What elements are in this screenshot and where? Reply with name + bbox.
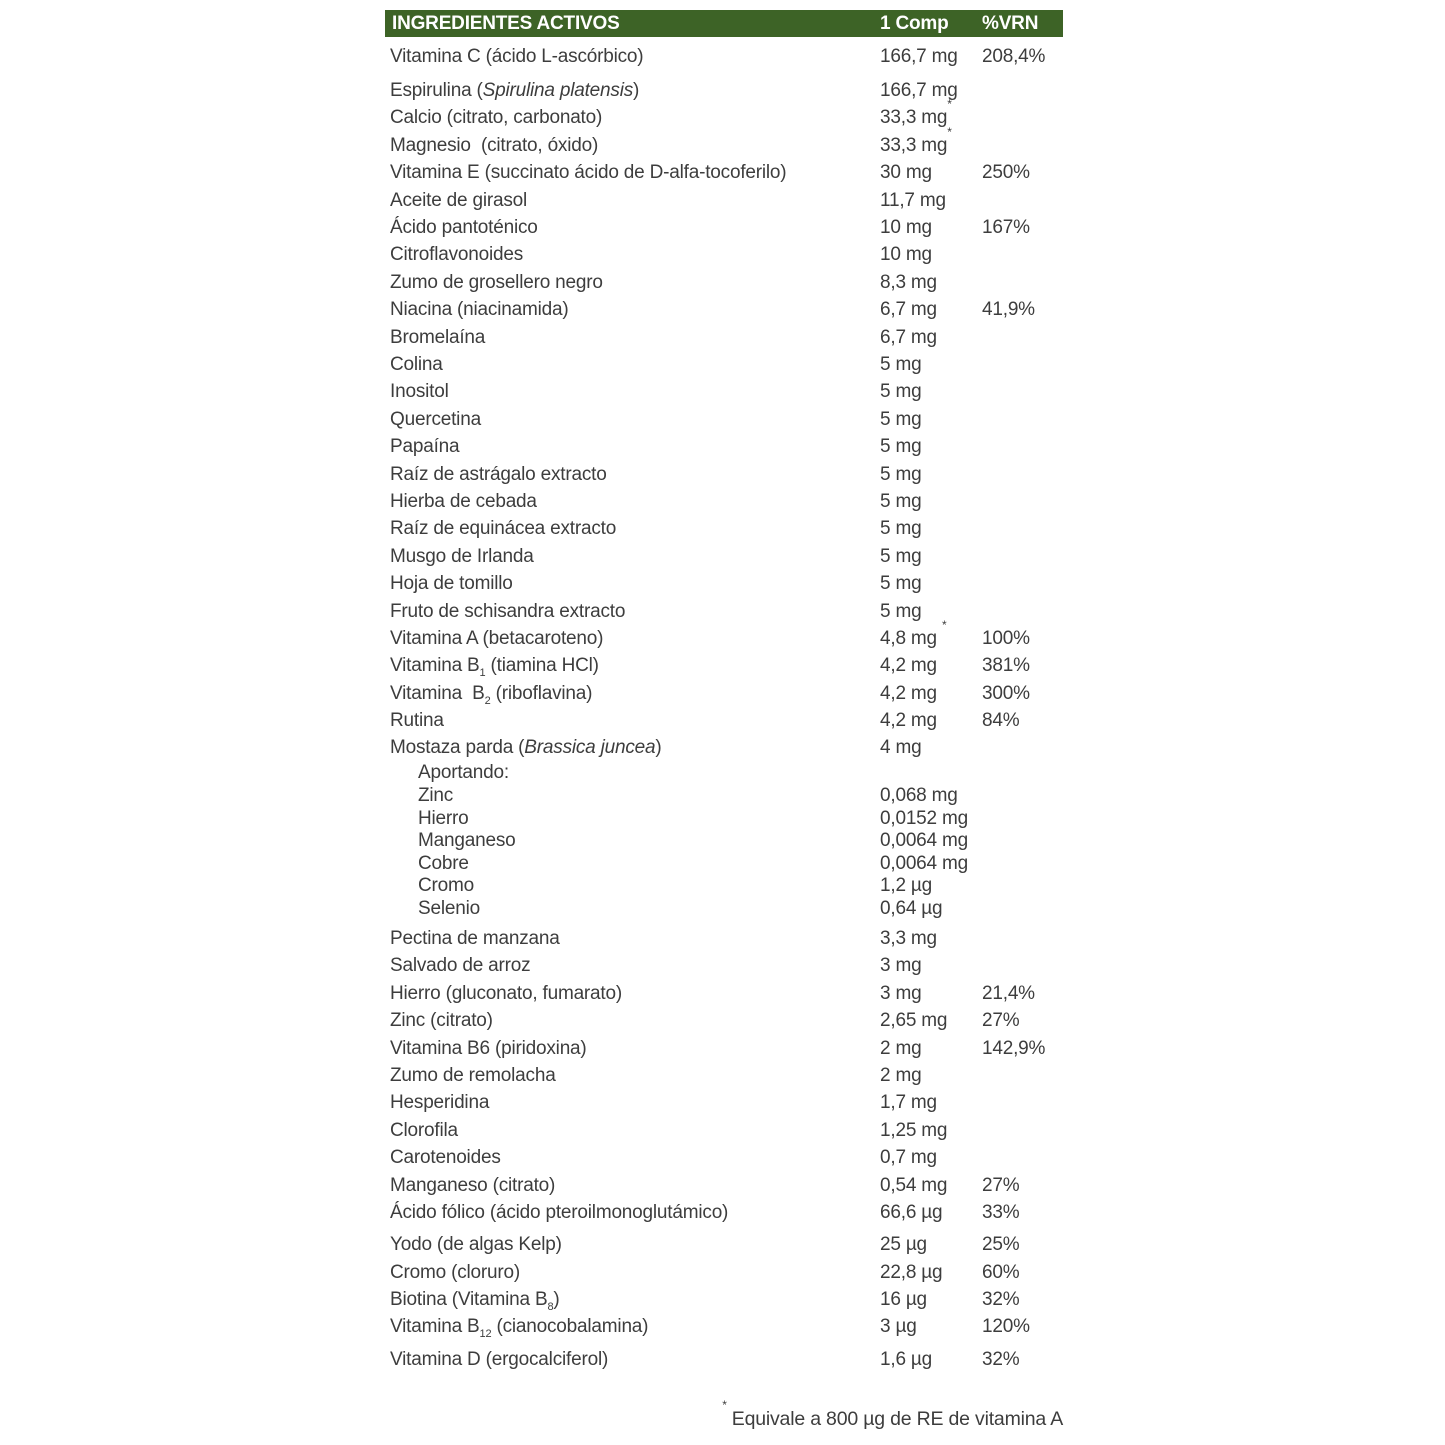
ingredient-name: Aportando: — [418, 762, 509, 784]
table-row — [385, 898, 1063, 921]
table-row — [385, 617, 1063, 652]
vrn-value: 60% — [982, 1261, 1020, 1283]
amount-value: 5 mg — [880, 463, 922, 485]
amount-value: 66,6 µg — [880, 1201, 943, 1223]
amount-value: 3,3 mg — [880, 928, 937, 949]
table-row — [385, 1007, 1063, 1034]
table-row — [385, 598, 1063, 625]
ingredient-name: Inositol — [390, 381, 449, 403]
ingredient-name: Zinc — [418, 785, 454, 807]
ingredient-name: Magnesio (citrato, óxido) — [390, 134, 599, 156]
ingredient-name: Hierba de cebada — [390, 490, 537, 512]
amount-value: 5 mg — [880, 381, 922, 403]
table-row — [385, 875, 1063, 898]
table-row — [385, 653, 1063, 680]
amount-value: 2,65 mg — [880, 1010, 948, 1032]
amount-value: 0,54 mg — [880, 1174, 948, 1196]
table-row — [385, 1090, 1063, 1117]
table-row — [385, 807, 1063, 830]
header-col-amount: 1 Comp — [880, 12, 949, 34]
table-row — [385, 97, 1063, 132]
amount-value: 166,7 mg — [880, 45, 958, 67]
header-col-ingredients: INGREDIENTES ACTIVOS — [392, 12, 620, 34]
amount-value: 0,64 µg — [880, 898, 943, 920]
ingredient-name: Vitamina A (betacaroteno) — [390, 627, 604, 649]
amount-value: 4,8 mg * — [880, 617, 947, 649]
footnote-marker: * — [722, 1398, 727, 1412]
amount-value: 10 mg — [880, 217, 932, 239]
amount-value: 166,7 mg — [880, 80, 958, 102]
amount-value: 33,3 mg* — [880, 124, 952, 156]
amount-value: 5 mg — [880, 436, 922, 458]
table-row — [385, 297, 1063, 324]
table-row — [385, 77, 1063, 104]
vrn-value: 32% — [982, 1348, 1020, 1370]
ingredient-name: Carotenoides — [390, 1147, 501, 1169]
table-row — [385, 980, 1063, 1007]
amount-value: 0,7 mg — [880, 1147, 937, 1169]
vrn-value: 120% — [982, 1316, 1030, 1338]
vrn-value: 142,9% — [982, 1037, 1046, 1059]
table-row — [385, 1314, 1063, 1341]
footnote-text: Equivale a 800 µg de RE de vitamina A — [731, 1408, 1063, 1430]
table-row — [385, 1172, 1063, 1199]
ingredient-name: Musgo de Irlanda — [390, 545, 534, 567]
amount-value: 6,7 mg — [880, 299, 937, 321]
ingredient-name: Calcio (citrato, carbonato) — [390, 107, 603, 129]
amount-value: 6,7 mg — [880, 326, 937, 348]
amount-value: 16 µg — [880, 1289, 927, 1311]
table-row — [385, 242, 1063, 269]
amount-value: 1,25 mg — [880, 1119, 948, 1141]
table-row — [385, 680, 1063, 707]
table-row — [385, 953, 1063, 980]
vrn-value: 41,9% — [982, 299, 1035, 321]
ingredient-name: Vitamina D (ergocalciferol) — [390, 1348, 609, 1370]
amount-value: 11,7 mg — [880, 189, 946, 211]
vrn-value: 100% — [982, 627, 1030, 649]
ingredient-name: Vitamina $B_2$ (riboflavina) — [390, 682, 593, 707]
amount-value: 1,2 µg — [880, 875, 933, 897]
amount-value: 10 mg — [880, 244, 932, 266]
ingredient-name: Manganeso (citrato) — [390, 1174, 556, 1196]
ingredient-name: Cobre — [418, 852, 469, 874]
footnote — [385, 1398, 1063, 1431]
ingredient-name: Ácido pantoténico — [390, 217, 538, 239]
amount-value: 5 mg — [880, 518, 922, 540]
vrn-value: 300% — [982, 682, 1030, 704]
table-row — [385, 488, 1063, 515]
amount-value: 2 mg — [880, 1064, 922, 1086]
table-row — [385, 1117, 1063, 1144]
ingredient-name: Clorofila — [390, 1119, 458, 1141]
table-row — [385, 351, 1063, 378]
table-row — [385, 1232, 1063, 1259]
ingredient-name: Vitamina C (ácido L-ascórbico) — [390, 45, 644, 67]
table-row — [385, 406, 1063, 433]
vrn-value: 250% — [982, 162, 1030, 184]
amount-value: 5 mg — [880, 600, 922, 622]
table-row — [385, 570, 1063, 597]
header-col-vrn: %VRN — [982, 12, 1039, 34]
table-row — [385, 1062, 1063, 1089]
amount-value: 5 mg — [880, 490, 922, 512]
ingredient-name: Vitamina $B_{12}$ (cianocobalamina) — [390, 1316, 649, 1341]
table-row — [385, 543, 1063, 570]
ingredient-name: Citroflavonoides — [390, 244, 524, 266]
vrn-value: 27% — [982, 1010, 1020, 1032]
ingredient-name: Yodo (de algas Kelp) — [390, 1234, 562, 1256]
amount-value: 30 mg — [880, 162, 932, 184]
ingredient-name: Bromelaína — [390, 326, 486, 348]
amount-value: 5 mg — [880, 545, 922, 567]
ingredient-name: Hoja de tomillo — [390, 573, 513, 595]
table-row — [385, 214, 1063, 241]
table-row — [385, 461, 1063, 488]
amount-value: 5 mg — [880, 408, 922, 430]
amount-value: 25 µg — [880, 1234, 927, 1256]
vrn-value: 381% — [982, 655, 1030, 677]
table-row — [385, 735, 1063, 762]
amount-value: 0,0152 mg — [880, 807, 968, 829]
ingredient-name: Biotina (Vitamina $B_8$) — [390, 1289, 560, 1314]
ingredient-name: Cromo (cloruro) — [390, 1261, 521, 1283]
vrn-value: 27% — [982, 1174, 1020, 1196]
amount-value: 0,068 mg — [880, 785, 958, 807]
vrn-value: 33% — [982, 1201, 1020, 1223]
amount-value: 0,0064 mg — [880, 852, 968, 874]
ingredient-name: Quercetina — [390, 408, 481, 430]
amount-value: 0,0064 mg — [880, 830, 968, 852]
vrn-value: 21,4% — [982, 982, 1035, 1004]
ingredient-name: Niacina (niacinamida) — [390, 299, 569, 321]
amount-value: 1,7 mg — [880, 1092, 937, 1114]
amount-value: 2 mg — [880, 1037, 922, 1059]
amount-value: 4,2 mg — [880, 682, 937, 704]
ingredient-name: Vitamina E (succinato ácido de D-alfa-tocoferilo) — [390, 162, 787, 184]
table-row — [385, 762, 1063, 785]
ingredient-name: Papaína — [390, 436, 460, 458]
vrn-value: 32% — [982, 1289, 1020, 1311]
ingredient-name: Manganeso — [418, 830, 516, 852]
amount-value: 4,2 mg — [880, 710, 937, 732]
table-row — [385, 1286, 1063, 1313]
ingredient-name: Espirulina (Spirulina platensis) — [390, 80, 640, 102]
vrn-value: 167% — [982, 217, 1030, 239]
table-row — [385, 707, 1063, 734]
table-row — [385, 830, 1063, 853]
amount-value: 3 µg — [880, 1316, 917, 1338]
table-row — [385, 785, 1063, 808]
ingredient-name: Raíz de equinácea extracto — [390, 518, 617, 540]
table-row — [385, 1259, 1063, 1286]
table-row — [385, 124, 1063, 159]
table-row — [385, 160, 1063, 187]
amount-asterisk: * — [941, 617, 947, 632]
ingredient-name: Vitamina $B_1$ (tiamina HCl) — [390, 655, 599, 680]
table-row — [385, 1144, 1063, 1171]
amount-value: 3 mg — [880, 955, 922, 977]
ingredient-name: Zumo de remolacha — [390, 1064, 556, 1086]
vrn-value: 84% — [982, 710, 1020, 732]
ingredient-name: Zumo de grosellero negro — [390, 271, 603, 293]
amount-value: 3 mg — [880, 982, 922, 1004]
vrn-value: 25% — [982, 1234, 1020, 1256]
ingredient-name: Fruto de schisandra extracto — [390, 600, 626, 622]
ingredient-name: Mostaza parda (Brassica juncea) — [390, 737, 662, 759]
amount-value: 33,3 mg* — [880, 97, 952, 129]
ingredient-name: Rutina — [390, 710, 444, 732]
amount-value: 8,3 mg — [880, 271, 937, 293]
table-row — [385, 853, 1063, 876]
table-row — [385, 925, 1063, 952]
table-body — [385, 37, 1063, 1374]
amount-value: 5 mg — [880, 353, 922, 375]
ingredient-name: Salvado de arroz — [390, 955, 531, 977]
ingredient-name: Cromo — [418, 875, 475, 897]
ingredient-name: Pectina de manzana — [390, 928, 560, 949]
ingredient-name: Colina — [390, 353, 443, 375]
amount-value: 4,2 mg — [880, 655, 937, 677]
table-row — [385, 1346, 1063, 1373]
table-row — [385, 269, 1063, 296]
amount-value: 5 mg — [880, 573, 922, 595]
table-row — [385, 379, 1063, 406]
table-row — [385, 433, 1063, 460]
ingredient-name: Ácido fólico (ácido pteroilmonoglutámico) — [390, 1201, 729, 1223]
amount-value: 4 mg — [880, 737, 922, 759]
table-row — [385, 43, 1063, 70]
ingredient-name: Raíz de astrágalo extracto — [390, 463, 607, 485]
amount-asterisk: * — [947, 97, 952, 112]
ingredient-name: Aceite de girasol — [390, 189, 528, 211]
ingredient-name: Hesperidina — [390, 1092, 490, 1114]
ingredient-name: Hierro (gluconato, fumarato) — [390, 982, 623, 1004]
ingredient-name: Vitamina B6 (piridoxina) — [390, 1037, 587, 1059]
table-row — [385, 1199, 1063, 1226]
ingredient-name: Hierro — [418, 807, 469, 829]
table-row — [385, 1035, 1063, 1062]
table-row — [385, 516, 1063, 543]
amount-asterisk: * — [947, 124, 952, 139]
ingredients-table — [385, 10, 1063, 1374]
ingredient-name: Selenio — [418, 898, 480, 920]
ingredient-name: Zinc (citrato) — [390, 1010, 493, 1032]
amount-value: 1,6 µg — [880, 1348, 933, 1370]
table-row — [385, 187, 1063, 214]
vrn-value: 208,4% — [982, 45, 1046, 67]
amount-value: 22,8 µg — [880, 1261, 943, 1283]
table-header — [385, 10, 1063, 37]
table-row — [385, 324, 1063, 351]
